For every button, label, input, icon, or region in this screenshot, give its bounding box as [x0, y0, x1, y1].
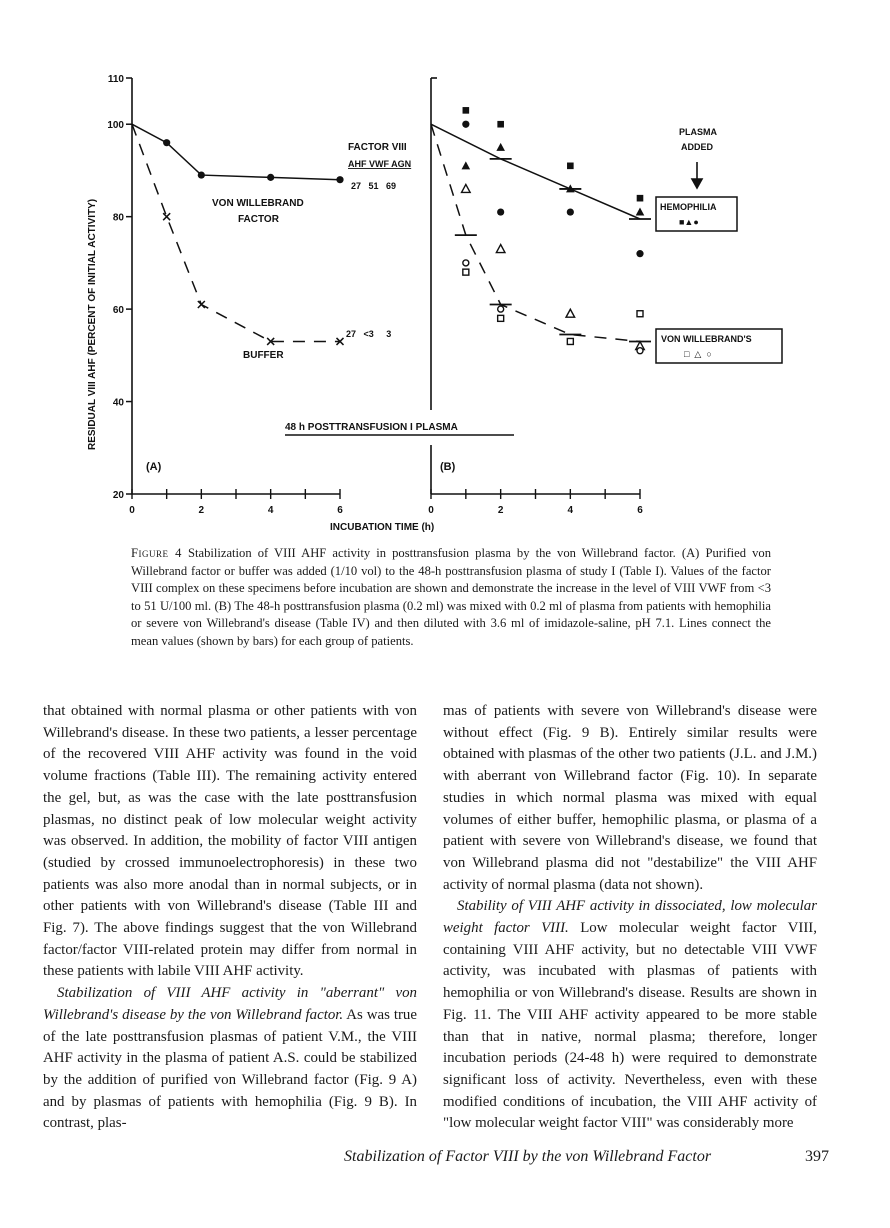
hemophilia-mean-line — [431, 124, 640, 219]
hemophilia-label: HEMOPHILIA — [660, 202, 717, 212]
data-point-filled-triangle — [462, 161, 471, 169]
paragraph-text: As was true of the late posttransfusion plasmas of patient V.M., the VIII AHF activity in the plasma of patient A.S. could be stabilized by the addition of purified von Willebrand factor (Fig. 9 A) and by plasmas of patients with hemophilia (Fig. 9 B). In contrast, plas- — [43, 1006, 417, 1132]
data-point-filled-circle — [198, 171, 205, 178]
data-point-filled-triangle — [496, 143, 505, 151]
x-a-tick-label: 0 — [129, 505, 135, 516]
vwf-values: 27 51 69 — [351, 181, 397, 191]
data-point-filled-circle — [567, 208, 574, 215]
data-point-open-triangle — [496, 245, 505, 253]
body-column-right — [443, 701, 817, 1135]
y-tick-label: 80 — [112, 212, 124, 224]
panel-a-series — [132, 124, 344, 345]
data-point-filled-triangle — [636, 208, 645, 216]
data-point-filled-square — [567, 163, 574, 170]
paragraph-text: Low molecular weight factor VIII, containing VIII AHF activity, but no detectable VIII VWF activity, was incubated with plasmas of patients with hemophilia or von Willebrand's disease. Results are shown in Fig. 11. The VIII AHF activity appeared to be more stable than that in native, normal plasma; therefore, longer incubation periods (24-48 h) were required to demonstrate significant loss of activity. Nevertheless, even with these modified conditions of incubation, the VIII AHF activity of "low molecular weight factor VIII" was considerably more — [443, 920, 817, 1132]
running-title: Stabilization of Factor VIII by the von Willebrand Factor — [344, 1148, 712, 1165]
data-point-x — [198, 301, 205, 308]
plasma-added-label: PLASMA — [679, 127, 717, 137]
x-b-tick-label: 0 — [428, 505, 434, 516]
y-tick-label: 20 — [112, 490, 124, 501]
data-point-filled-circle — [163, 139, 170, 146]
data-point-open-triangle — [462, 184, 471, 192]
posttransfusion-label: 48 h POSTTRANSFUSION I PLASMA — [285, 422, 458, 433]
vwd-symbols: □ △ ○ — [684, 349, 712, 359]
factor-header: FACTOR VIII — [348, 142, 407, 153]
y-tick-label: 110 — [107, 74, 124, 85]
data-point-filled-square — [637, 195, 644, 202]
body-paragraph — [443, 896, 817, 1135]
y-tick-label: 60 — [112, 305, 124, 317]
data-point-filled-circle — [462, 121, 469, 128]
data-point-filled-circle — [497, 208, 504, 215]
data-point-open-square — [567, 338, 573, 344]
panel-a-label: (A) — [146, 461, 162, 473]
panel-b-label: (B) — [440, 461, 456, 473]
vwf-series-line — [132, 124, 340, 179]
data-point-filled-circle — [636, 250, 643, 257]
panel-b-series — [431, 107, 651, 354]
data-point-filled-square — [463, 107, 470, 114]
x-a-tick-label: 6 — [337, 505, 343, 516]
page-number: 397 — [805, 1148, 829, 1165]
body-paragraph: mas of patients with severe von Willebrand's disease were without effect (Fig. 9 B). Entirely similar results were obtained with plasmas of the other two patients (J.L. and J.M.) with aberrant von Willebrand factor (Fig. 10). In separate studies in which normal plasma was mixed with equal volumes of either buffer, hemophilic plasma, or plasma of a patient with severe von Willebrand's disease, we found that von Willebrand plasma did not "destabilize" the VIII AHF activity of normal plasma (data not shown). — [443, 703, 817, 893]
factor-subheader: AHF VWF AGN — [348, 159, 412, 169]
figure-caption-text: Stabilization of VIII AHF activity in posttransfusion plasma by the von Willebrand factor. (A) Purified von Willebrand factor or buffer was added (1/10 vol) to the 48-h posttransfusion plasma of study I (Table I). Values of the factor VIII complex on these specimens before incubation are shown and demonstrate the increase in the level of VIII VWF from <3 to 51 U/100 ml. (B) The 48-h posttransfusion plasma (0.2 ml) was mixed with 0.2 ml of plasma from patients with hemophilia or severe von Willebrand's disease (Table IV) and then diluted with 3.6 ml of imidazole-saline, pH 7.1. Lines connect the mean values (shown by bars) for each group of patients. — [131, 546, 772, 648]
paragraph-run-in-heading: Stabilization of VIII AHF activity in "aberrant" von Willebrand's disease by the von Willebrand factor. — [43, 985, 417, 1023]
data-point-open-circle — [637, 348, 643, 354]
hemophilia-symbols: ■▲● — [679, 217, 699, 227]
data-point-open-square — [498, 315, 504, 321]
y-axis-label: RESIDUAL VIII AHF (PERCENT OF INITIAL ACTIVITY) — [87, 198, 98, 450]
data-point-open-triangle — [566, 309, 575, 317]
buffer-series-line — [132, 124, 340, 341]
body-paragraph — [43, 983, 417, 1135]
x-b-tick-label: 6 — [637, 505, 643, 516]
data-point-x — [163, 213, 170, 220]
data-point-filled-circle — [336, 176, 343, 183]
buffer-values: 27 <3 3 — [346, 329, 392, 339]
data-point-open-square — [463, 269, 469, 275]
paragraph-run-in-heading: Stability of VIII AHF activity in dissociated, low molecular weight factor VIII. — [443, 898, 817, 937]
vwf-curve-label: VON WILLEBRAND — [212, 198, 304, 209]
data-point-open-circle — [498, 306, 504, 312]
x-b-tick-label: 4 — [567, 505, 574, 516]
x-a-tick-label: 4 — [267, 505, 274, 516]
x-a-tick-label: 2 — [198, 505, 205, 516]
vwf-curve-label-2: FACTOR — [238, 214, 279, 225]
body-paragraph: that obtained with normal plasma or other patients with von Willebrand's disease. In these two patients, a lesser percentage of the recovered VIII AHF activity was found in the void volume fractions (Table III). The remaining activity entered the gel, but, as was the case with the late posttransfusion plasmas, no distinct peak of low molecular weight activity was observed. In addition, the mobility of factor VIII antigen (studied by crossed immunoelectrophoresis) in these two patients was also more anodal than in normal subjects, or in other patients with von Willebrand's disease (Table III and Fig. 7). The above findings suggest that the von Willebrand factor/factor VIII-related protein may differ from normal in these patients with labile VIII AHF activity. — [43, 703, 417, 980]
buffer-label: BUFFER — [243, 350, 284, 361]
figure-caption — [131, 545, 771, 651]
vwd-label: VON WILLEBRAND'S — [661, 334, 752, 344]
figure-4-chart — [0, 0, 890, 540]
x-b-tick-label: 2 — [497, 505, 504, 516]
figure-caption-label: Figure 4 — [131, 546, 182, 560]
data-point-filled-square — [497, 121, 504, 128]
y-tick-label: 100 — [107, 120, 124, 132]
body-column-left — [43, 701, 417, 1135]
data-point-open-square — [637, 311, 643, 317]
y-tick-label: 40 — [112, 397, 124, 409]
x-axis-label: INCUBATION TIME (h) — [330, 522, 435, 533]
plasma-added-label-2: ADDED — [681, 142, 714, 152]
chart-ticks — [107, 74, 643, 516]
data-point-filled-circle — [267, 174, 274, 181]
down-arrow-icon — [692, 162, 702, 188]
data-point-open-circle — [463, 260, 469, 266]
vwd-mean-line — [431, 124, 640, 341]
